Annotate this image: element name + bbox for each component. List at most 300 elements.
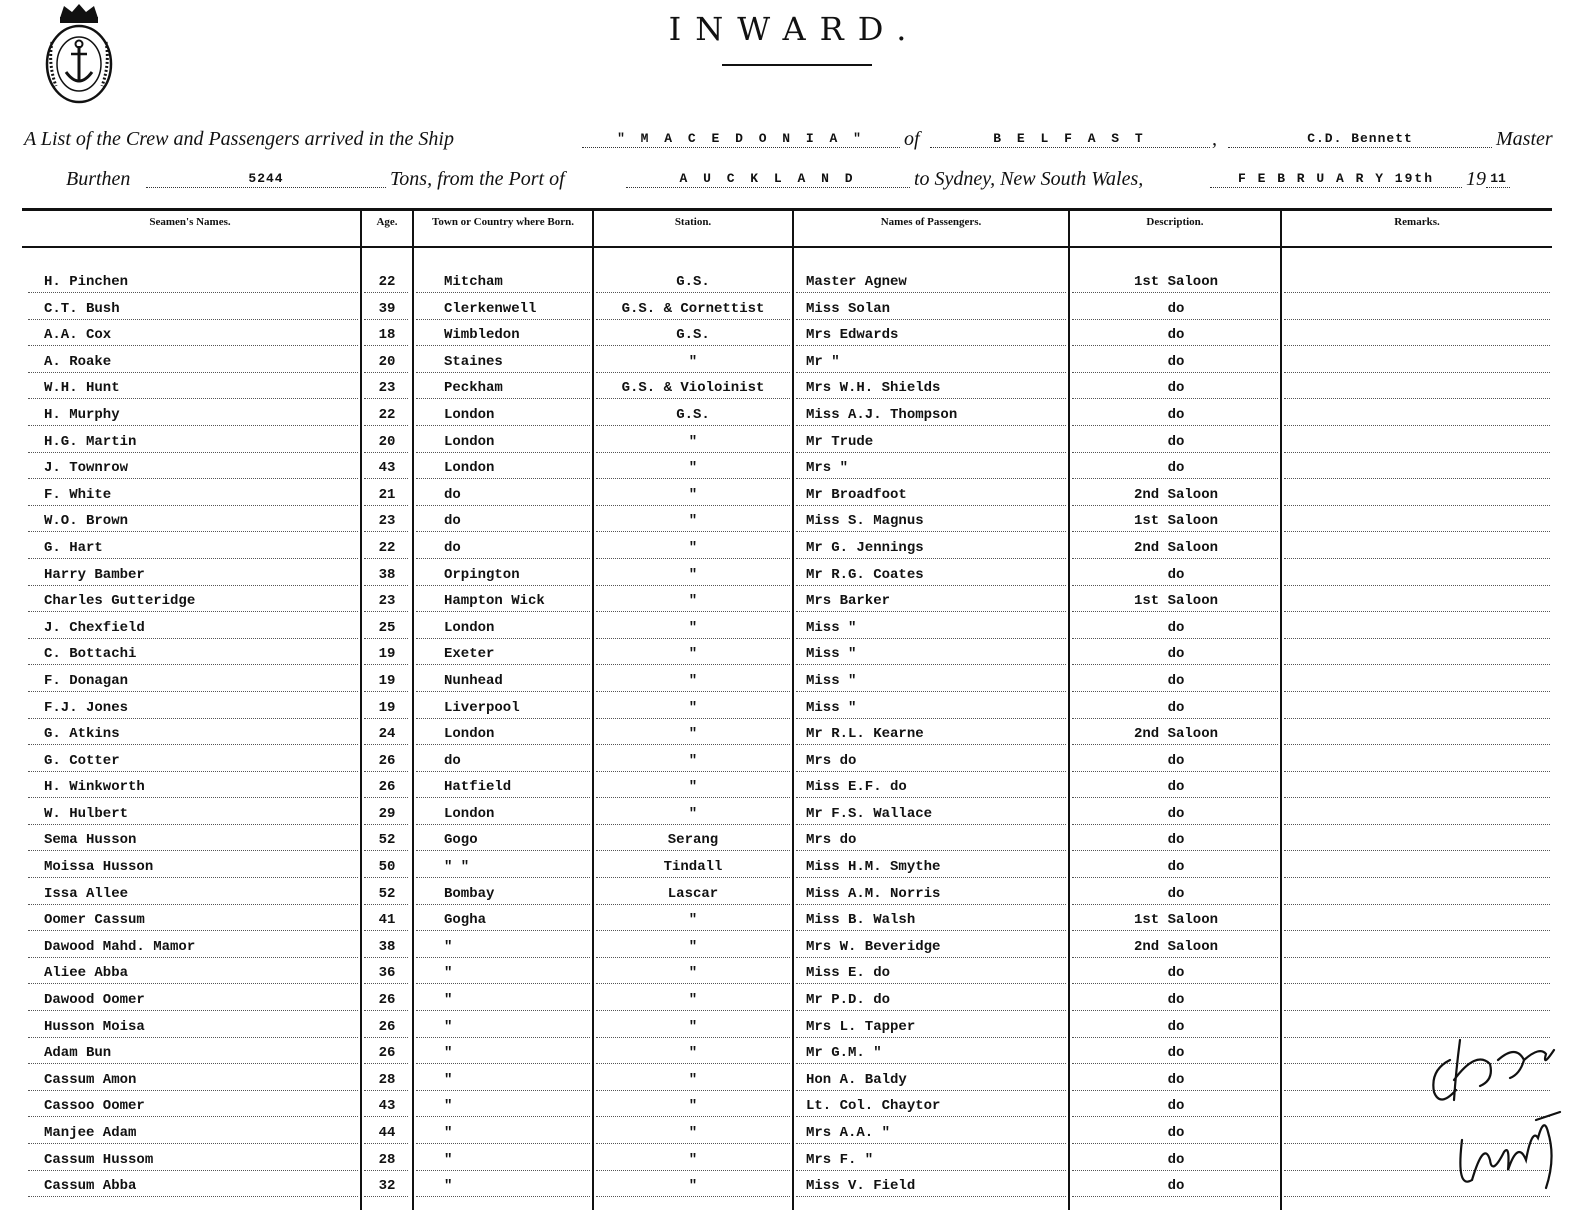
seaman-birthplace: London [444, 433, 495, 450]
passenger-name: Miss H.M. Smythe [806, 859, 941, 876]
seaman-station: " [688, 1071, 698, 1088]
page-title: INWARD. [668, 10, 921, 48]
seaman-name: J. Townrow [44, 460, 129, 477]
seaman-birthplace: " [444, 1125, 453, 1141]
seaman-age: 20 [378, 433, 396, 450]
seaman-birthplace: " [444, 992, 453, 1009]
row-dotted-rule [416, 530, 590, 532]
seaman-name: Dawood Oomer [44, 992, 145, 1009]
passenger-description: do [1167, 699, 1185, 716]
seaman-name: Cassoo Oomer [44, 1098, 145, 1115]
seaman-age: 52 [378, 832, 396, 849]
seaman-age: 20 [378, 353, 396, 370]
header-intro-text: A List of the Crew and Passengers arrived in the Ship [24, 128, 454, 150]
seaman-birthplace: Gogo [444, 832, 478, 849]
table-row [0, 857, 1569, 884]
passenger-name: Mrs Edwards [806, 327, 899, 344]
seaman-age: 52 [378, 885, 396, 902]
seaman-age: 26 [378, 779, 396, 796]
row-dotted-rule [1284, 557, 1550, 559]
row-dotted-rule [416, 1142, 590, 1144]
seaman-station: G.S. & Cornettist [621, 300, 765, 317]
row-dotted-rule [1284, 823, 1550, 825]
row-dotted-rule [416, 504, 590, 506]
seaman-name: C.T. Bush [44, 300, 120, 317]
seaman-birthplace: do [444, 752, 461, 769]
seaman-station: " [688, 486, 698, 503]
seaman-station: " [688, 1125, 698, 1141]
row-dotted-rule [416, 823, 590, 825]
seaman-birthplace: Liverpool [444, 699, 520, 716]
table-row [0, 378, 1569, 405]
tons-from-label: Tons, from the Port of [390, 168, 565, 190]
seaman-birthplace: " [444, 1071, 453, 1088]
table-row [0, 591, 1569, 618]
row-dotted-rule [416, 291, 590, 293]
seaman-name: Sema Husson [44, 832, 137, 849]
passenger-description: 2nd Saloon [1133, 486, 1218, 503]
ship-name-field: " M A C E D O N I A " [582, 131, 900, 148]
table-row [0, 698, 1569, 725]
table-row [0, 1043, 1569, 1070]
title-underline [722, 64, 872, 66]
seaman-birthplace: Nunhead [444, 672, 503, 689]
passenger-description: do [1167, 672, 1185, 689]
table-row [0, 937, 1569, 964]
passenger-name: Mr Broadfoot [806, 486, 907, 503]
seaman-birthplace: Orpington [444, 566, 520, 583]
table-row [0, 299, 1569, 326]
seaman-age: 26 [378, 992, 396, 1009]
seaman-station: " [688, 513, 698, 530]
seaman-station: " [688, 672, 698, 689]
table-row [0, 325, 1569, 352]
master-label: Master [1496, 128, 1553, 150]
table-row [0, 1017, 1569, 1044]
passenger-description: do [1167, 1071, 1185, 1088]
passenger-description: do [1167, 300, 1185, 317]
passenger-description: do [1167, 1125, 1185, 1141]
seaman-age: 19 [378, 646, 396, 663]
table-row [0, 1096, 1569, 1123]
passenger-description: do [1167, 1151, 1185, 1168]
passenger-description: 2nd Saloon [1133, 938, 1218, 955]
table-row [0, 910, 1569, 937]
seaman-birthplace: Hatfield [444, 779, 512, 796]
passenger-name: Miss A.J. Thompson [806, 406, 958, 423]
seaman-name: A.A. Cox [44, 327, 112, 344]
row-dotted-rule [1284, 982, 1550, 984]
table-row [0, 538, 1569, 565]
row-dotted-rule [416, 1115, 590, 1117]
seaman-birthplace: " [444, 1098, 453, 1115]
seaman-age: 41 [378, 912, 396, 929]
row-dotted-rule [1284, 504, 1550, 506]
row-dotted-rule [416, 637, 590, 639]
seaman-station: Lascar [667, 885, 719, 902]
seaman-name: H.G. Martin [44, 433, 137, 450]
passenger-description: 2nd Saloon [1133, 539, 1218, 556]
col-header-description: Description. [1146, 216, 1204, 228]
row-dotted-rule [1284, 610, 1550, 612]
row-dotted-rule [1284, 663, 1550, 665]
passenger-description: do [1167, 752, 1185, 769]
passenger-description: do [1167, 433, 1185, 450]
seaman-birthplace: London [444, 726, 495, 743]
seaman-name: F. Donagan [44, 672, 129, 689]
passenger-description: do [1167, 1018, 1185, 1035]
seaman-name: Cassum Amon [44, 1071, 137, 1088]
seaman-station: " [688, 726, 698, 743]
row-dotted-rule [1284, 424, 1550, 426]
passenger-description: do [1167, 885, 1185, 902]
seaman-age: 22 [378, 406, 396, 423]
passenger-description: do [1167, 779, 1185, 796]
seaman-station: " [688, 752, 698, 769]
seaman-age: 43 [378, 460, 396, 477]
seaman-name: C. Bottachi [44, 646, 137, 663]
row-dotted-rule [416, 397, 590, 399]
row-dotted-rule [416, 1089, 590, 1091]
seaman-name: W.H. Hunt [44, 380, 120, 397]
seaman-birthplace: do [444, 539, 461, 556]
col-header-remarks: Remarks. [1394, 216, 1440, 228]
passenger-name: Miss V. Field [806, 1178, 916, 1195]
seaman-name: J. Chexfield [44, 619, 145, 636]
seaman-station: " [688, 646, 698, 663]
passenger-description: do [1167, 566, 1185, 583]
passenger-name: Mr G. Jennings [806, 539, 924, 556]
row-dotted-rule [416, 690, 590, 692]
master-signature [1420, 1020, 1565, 1200]
row-dotted-rule [416, 1195, 590, 1197]
seaman-station: G.S. [676, 406, 710, 423]
row-dotted-rule [416, 1009, 590, 1011]
seaman-station: " [688, 460, 698, 477]
table-row [0, 751, 1569, 778]
row-dotted-rule [1284, 344, 1550, 346]
table-row [0, 804, 1569, 831]
seaman-name: H. Winkworth [44, 779, 145, 796]
passenger-description: 1st Saloon [1133, 912, 1218, 929]
row-dotted-rule [416, 849, 590, 851]
seaman-birthplace: Gogha [444, 912, 487, 929]
seaman-station: " [688, 619, 698, 636]
table-row [0, 1176, 1569, 1203]
passenger-name: Mrs W. Beveridge [806, 938, 941, 955]
table-row [0, 724, 1569, 751]
seaman-name: Cassum Abba [44, 1178, 137, 1195]
burthen-label: Burthen [66, 168, 131, 190]
row-dotted-rule [1284, 477, 1550, 479]
passenger-name: Mr R.G. Coates [806, 566, 924, 583]
seaman-age: 23 [378, 380, 396, 397]
from-port-field: A U C K L A N D [626, 171, 910, 188]
seaman-name: Harry Bamber [44, 566, 145, 583]
table-row [0, 565, 1569, 592]
seaman-station: " [688, 433, 698, 450]
row-dotted-rule [1284, 291, 1550, 293]
col-header-passengers: Names of Passengers. [880, 216, 982, 228]
seaman-age: 43 [378, 1098, 396, 1115]
col-header-town: Town or Country where Born. [432, 216, 574, 228]
seaman-station: " [688, 1018, 698, 1035]
col-header-age: Age. [376, 216, 398, 228]
row-dotted-rule [416, 982, 590, 984]
passenger-name: Mrs F. " [806, 1151, 874, 1168]
seaman-station: " [688, 539, 698, 556]
row-dotted-rule [1284, 956, 1550, 958]
year-suffix-field: 11 [1486, 171, 1510, 188]
passenger-name: Mr " [806, 353, 840, 370]
seaman-age: 28 [378, 1071, 396, 1088]
seaman-birthplace: do [444, 513, 461, 530]
seaman-name: A. Roake [44, 353, 112, 370]
col-header-station: Station. [674, 216, 712, 228]
table-row [0, 777, 1569, 804]
seaman-name: H. Pinchen [44, 274, 129, 290]
seaman-birthplace: Mitcham [444, 274, 503, 290]
seaman-age: 19 [378, 699, 396, 716]
seaman-birthplace: Exeter [444, 646, 495, 663]
row-dotted-rule [1284, 451, 1550, 453]
seaman-age: 38 [378, 566, 396, 583]
table-row [0, 405, 1569, 432]
seaman-name: F. White [44, 486, 112, 503]
row-dotted-rule [416, 770, 590, 772]
table-row [0, 830, 1569, 857]
seaman-name: Adam Bun [44, 1045, 112, 1062]
seaman-station: " [688, 699, 698, 716]
table-row [0, 272, 1569, 299]
table-row [0, 990, 1569, 1017]
row-dotted-rule [1284, 717, 1550, 719]
passenger-name: Mr Trude [806, 433, 874, 450]
comma-separator: , [1212, 128, 1217, 150]
seaman-station: " [688, 1098, 698, 1115]
row-dotted-rule [416, 371, 590, 373]
seaman-birthplace: Clerkenwell [444, 300, 537, 317]
seaman-birthplace: London [444, 406, 495, 423]
table-row [0, 458, 1569, 485]
seaman-name: G. Cotter [44, 752, 120, 769]
table-row [0, 644, 1569, 671]
seaman-age: 32 [378, 1178, 396, 1195]
seaman-birthplace: " [444, 965, 453, 982]
seaman-birthplace: Staines [444, 353, 503, 370]
seaman-name: W. Hulbert [44, 805, 129, 822]
seaman-station: " [688, 1045, 698, 1062]
passenger-name: Mr G.M. " [806, 1045, 882, 1062]
seaman-age: 44 [378, 1125, 396, 1141]
row-dotted-rule [1284, 690, 1550, 692]
seaman-age: 26 [378, 1045, 396, 1062]
arrival-date-field: F E B R U A R Y 19th [1210, 171, 1462, 188]
passenger-name: Miss " [806, 646, 857, 663]
passenger-name: Mrs " [806, 460, 849, 477]
crew-passenger-list [0, 272, 1569, 1203]
seaman-name: H. Murphy [44, 406, 120, 423]
passenger-name: Master Agnew [806, 274, 907, 290]
master-name-field: C.D. Bennett [1228, 131, 1492, 148]
col-header-seamen: Seamen's Names. [149, 216, 231, 228]
passenger-description: 2nd Saloon [1133, 726, 1218, 743]
of-label: of [904, 128, 920, 150]
row-dotted-rule [416, 956, 590, 958]
row-dotted-rule [416, 1062, 590, 1064]
passenger-name: Miss B. Walsh [806, 912, 916, 929]
seaman-name: Moissa Husson [44, 859, 154, 876]
seaman-station: " [688, 912, 698, 929]
row-dotted-rule [1284, 584, 1550, 586]
table-row [0, 432, 1569, 459]
row-dotted-rule [416, 1169, 590, 1171]
seaman-age: 26 [378, 752, 396, 769]
seaman-birthplace: London [444, 805, 495, 822]
passenger-name: Mrs do [806, 752, 857, 769]
passenger-description: do [1167, 327, 1185, 344]
passenger-name: Mrs W.H. Shields [806, 380, 941, 397]
row-dotted-rule [416, 477, 590, 479]
row-dotted-rule [1284, 770, 1550, 772]
table-row [0, 1150, 1569, 1177]
passenger-name: Miss " [806, 619, 857, 636]
row-dotted-rule [416, 424, 590, 426]
seaman-age: 19 [378, 672, 396, 689]
seaman-name: Aliee Abba [44, 965, 129, 982]
passenger-name: Miss E. do [806, 965, 891, 982]
seaman-age: 22 [378, 539, 396, 556]
seaman-age: 21 [378, 486, 396, 503]
table-top-rule [22, 208, 1552, 211]
seaman-station: " [688, 1178, 698, 1195]
table-header-rule [22, 246, 1552, 248]
row-dotted-rule [1284, 796, 1550, 798]
seaman-birthplace: " [444, 938, 453, 955]
passenger-name: Miss E.F. do [806, 779, 907, 796]
table-row [0, 963, 1569, 990]
tons-field: 5244 [146, 171, 386, 188]
passenger-description: do [1167, 1045, 1185, 1062]
seaman-station: G.S. [676, 327, 710, 344]
passenger-name: Mrs do [806, 832, 857, 849]
table-row [0, 511, 1569, 538]
row-dotted-rule [416, 451, 590, 453]
seaman-birthplace: " " [444, 859, 470, 876]
passenger-description: do [1167, 992, 1185, 1009]
row-dotted-rule [1284, 637, 1550, 639]
seaman-age: 36 [378, 965, 396, 982]
passenger-name: Hon A. Baldy [806, 1071, 907, 1088]
seaman-station: " [688, 965, 698, 982]
seaman-station: Serang [667, 832, 719, 849]
passenger-description: do [1167, 353, 1185, 370]
passenger-name: Mrs L. Tapper [806, 1018, 916, 1035]
passenger-name: Mr R.L. Kearne [806, 726, 924, 743]
passenger-description: 1st Saloon [1133, 513, 1218, 530]
row-dotted-rule [1284, 371, 1550, 373]
table-row [0, 671, 1569, 698]
seaman-birthplace: " [444, 1178, 453, 1195]
seaman-name: G. Atkins [44, 726, 120, 743]
seaman-age: 23 [378, 513, 396, 530]
seaman-age: 23 [378, 593, 396, 610]
seaman-age: 24 [378, 726, 396, 743]
passenger-name: Miss " [806, 699, 857, 716]
seaman-age: 25 [378, 619, 396, 636]
seaman-station: " [688, 779, 698, 796]
passenger-description: do [1167, 859, 1185, 876]
seaman-birthplace: Bombay [444, 885, 495, 902]
seaman-birthplace: " [444, 1018, 453, 1035]
row-dotted-rule [1284, 903, 1550, 905]
seaman-station: " [688, 1151, 698, 1168]
seaman-name: Oomer Cassum [44, 912, 145, 929]
seaman-name: Issa Allee [44, 885, 129, 902]
seaman-age: 29 [378, 805, 396, 822]
passenger-name: Miss A.M. Norris [806, 885, 941, 902]
seaman-age: 18 [378, 327, 396, 344]
row-dotted-rule [1284, 397, 1550, 399]
seaman-age: 22 [378, 274, 396, 290]
seaman-age: 38 [378, 938, 396, 955]
seaman-birthplace: do [444, 486, 461, 503]
seaman-birthplace: London [444, 460, 495, 477]
seaman-name: W.O. Brown [44, 513, 129, 530]
row-dotted-rule [1284, 929, 1550, 931]
seaman-station: " [688, 938, 698, 955]
row-dotted-rule [416, 929, 590, 931]
seaman-name: Husson Moisa [44, 1018, 145, 1035]
table-row [0, 1070, 1569, 1097]
table-row [0, 485, 1569, 512]
passenger-description: do [1167, 619, 1185, 636]
seaman-birthplace: Peckham [444, 380, 503, 397]
seaman-birthplace: Hampton Wick [444, 593, 545, 610]
seaman-name: Charles Gutteridge [44, 593, 196, 610]
seaman-station: G.S. [676, 274, 710, 290]
passenger-description: do [1167, 1178, 1185, 1195]
seaman-station: Tindall [663, 859, 723, 876]
seaman-name: Dawood Mahd. Mamor [44, 938, 196, 955]
passenger-name: Mrs Barker [806, 593, 891, 610]
passenger-description: do [1167, 380, 1185, 397]
year-prefix: 19 [1466, 168, 1486, 190]
row-dotted-rule [416, 743, 590, 745]
seaman-station: " [688, 566, 698, 583]
passenger-description: 1st Saloon [1133, 593, 1218, 610]
table-row [0, 1123, 1569, 1150]
seaman-age: 39 [378, 300, 396, 317]
passenger-name: Miss Solan [806, 300, 891, 317]
seaman-birthplace: " [444, 1151, 453, 1168]
passenger-description: do [1167, 805, 1185, 822]
seaman-age: 28 [378, 1151, 396, 1168]
row-dotted-rule [1284, 530, 1550, 532]
passenger-description: do [1167, 1098, 1185, 1115]
seaman-station: " [688, 805, 698, 822]
seaman-station: " [688, 593, 698, 610]
seaman-birthplace: London [444, 619, 495, 636]
row-dotted-rule [416, 876, 590, 878]
table-row [0, 884, 1569, 911]
row-dotted-rule [1284, 849, 1550, 851]
row-dotted-rule [416, 557, 590, 559]
row-dotted-rule [1284, 1009, 1550, 1011]
row-dotted-rule [1284, 318, 1550, 320]
seaman-station: G.S. & Violoinist [621, 380, 765, 397]
row-dotted-rule [416, 663, 590, 665]
